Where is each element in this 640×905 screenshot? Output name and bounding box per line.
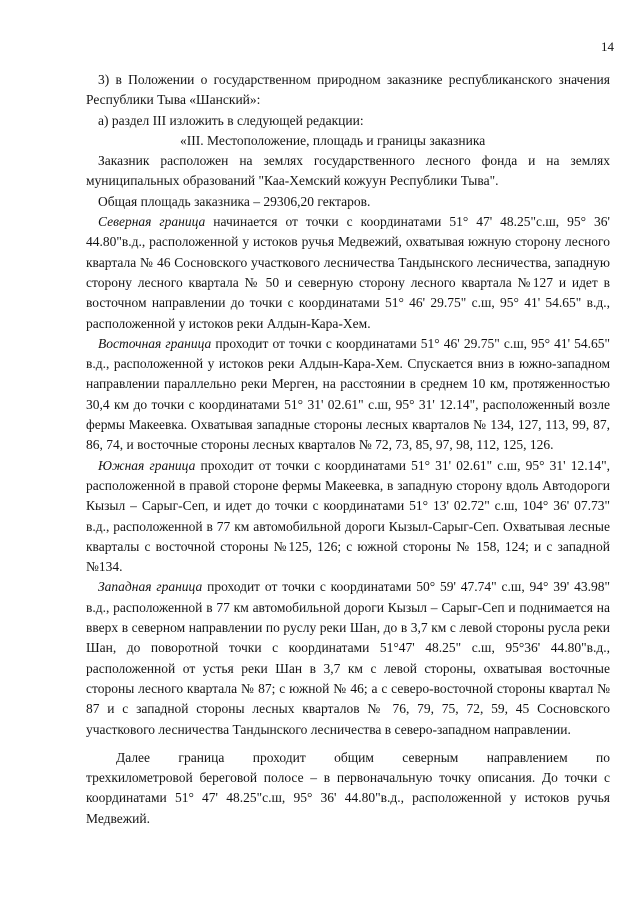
west-border-text: проходит от точки с координатами 50° 59' 47.74" с.ш, 94° 39' 43.98" в.д., расположенной в 77 км автомобильной дороги Кызыл – Сарыг-Сеп и поднимается на вверх в северном направлении по руслу реки Шан, до в 3,7 км с левой стороны русла реки Шан, до поворотной точки с координатами 51°47' 48.25" с.ш, 95°36' 44.80"в.д., расположенной от устья реки Шан в 3,7 км с левой стороны, охватывая восточные стороны лесного квартала № 87; с южной № 46; а с северо-восточной стороны квартал № 87 и с западной стороны лесных кварталов № 76, 79, 75, 72, 59, 45 Сосновского участкового лесничества Тандынского лесничества в северо-западном направлении. <box>86 579 610 737</box>
west-border-paragraph <box>86 577 610 739</box>
section-heading: «III. Местоположение, площадь и границы заказника <box>180 132 486 148</box>
final-paragraph-first-line: Далее граница проходит общим северным направлением по <box>116 749 610 765</box>
location-paragraph: Заказник расположен на землях государственного лесного фонда и на землях муниципальных образований "Каа-Хемский кожуун Республики Тыва". <box>86 153 610 189</box>
east-border-label: Восточная граница <box>98 335 212 351</box>
south-border-paragraph <box>86 456 610 578</box>
south-border-label: Южная граница <box>98 457 196 473</box>
north-border-paragraph <box>86 212 610 334</box>
south-border-text: проходит от точки с координатами 51° 31' 02.61" с.ш, 95° 31' 12.14", расположенной в правой стороне фермы Макеевка, в западную сторону вдоль Автодороги Кызыл – Сарыг-Сеп, и идет до точки с координатами 51° 13' 02.72" с.ш, 104° 36' 07.73" в.д., расположенной в 77 км автомобильной дороги Кызыл-Сарыг-Сеп. Охватывая лесные кварталы с восточной стороны №125, 126; с южной стороны № 158, 124; и с западной №134. <box>86 457 610 575</box>
area-paragraph: Общая площадь заказника – 29306,20 гектаров. <box>98 193 371 209</box>
east-border-text: проходит от точки с координатами 51° 46' 29.75" с.ш, 95° 41' 54.65" в.д., расположенной у истоков реки Алдын-Кара-Хем. Спускается вниз в южно-западном направлении параллельно реки Мерген, на расстоянии в среднем 10 км, протяженностью 30,4 км до точки с координатами 51° 31' 02.61" с.ш, 95° 31' 12.14", расположенный возле фермы Макеевка. Охватывая западные стороны лесных кварталов № 134, 127, 113, 99, 87, 86, 74, и восточные стороны лесных кварталов № 72, 73, 85, 97, 98, 112, 125, 126. <box>86 335 610 453</box>
east-border-paragraph <box>86 334 610 456</box>
section-instruction-paragraph: а) раздел III изложить в следующей редакции: <box>98 112 364 128</box>
north-border-label: Северная граница <box>98 214 206 230</box>
document-body <box>86 70 610 829</box>
paragraph-gap <box>86 740 610 748</box>
final-paragraph-rest: трехкилометровой береговой полосе – в первоначальную точку описания. До точки с координатами 51° 47' 48.25"с.ш, 95° 36' 44.80"в.д., расположенной у истоков ручья Медвежий. <box>86 770 610 826</box>
west-border-label: Западная граница <box>98 579 203 595</box>
amendment-intro-paragraph: 3) в Положении о государственном природном заказнике республиканского значения Республики Тыва «Шанский»: <box>86 72 610 108</box>
north-border-text: начинается от точки с координатами 51° 47' 48.25"с.ш, 95° 36' 44.80"в.д., расположенной у истоков ручья Медвежий, охватывая южную сторону лесного квартала № 46 Сосновского участкового лесничества Тандынского лесничества, западную сторону лесного квартала № 50 и северную сторону лесного квартала №127 и идет в восточном направлении до точки с координатами 51° 46' 29.75" с.ш, 95° 41' 54.65" в.д., расположенной у истоков реки Алдын-Кара-Хем. <box>86 214 610 331</box>
page-number: 14 <box>601 39 614 54</box>
